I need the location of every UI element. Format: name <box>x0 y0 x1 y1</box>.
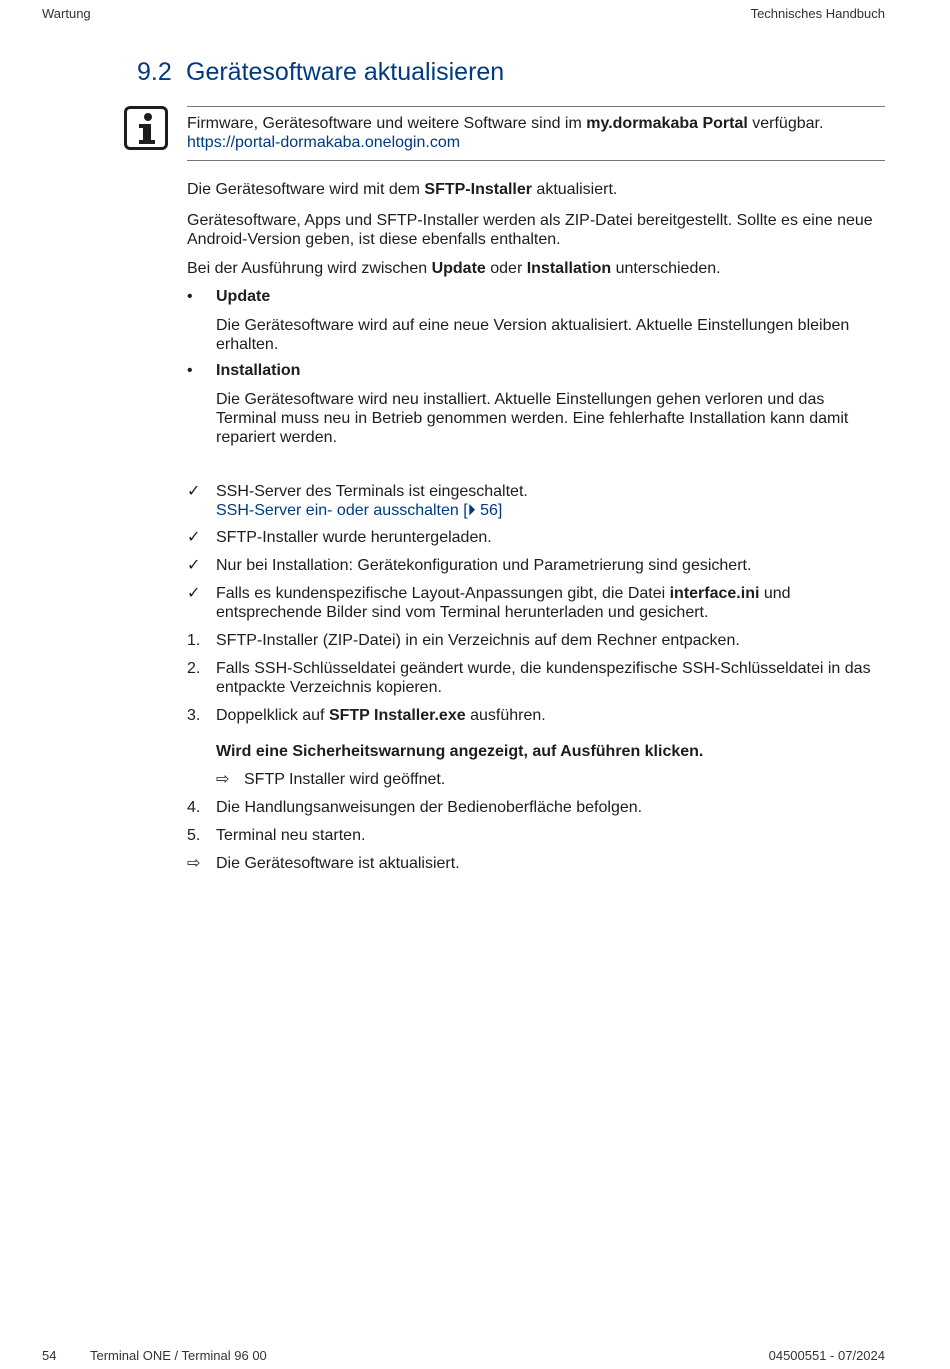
final-result: Die Gerätesoftware ist aktualisiert. <box>216 855 460 872</box>
prerequisite-item: SFTP-Installer wurde heruntergeladen. <box>216 529 492 546</box>
bullet-text: Die Gerätesoftware wird neu installiert. Aktuelle Einstellungen gehen verloren und das Terminal muss neu in Betrieb genommen werden. Eine fehlerhafte Installation kann damit repariert werden. <box>216 391 849 446</box>
note-text: Firmware, Gerätesoftware und weitere Software sind im <box>187 115 587 132</box>
note-portal-name: my.dormakaba Portal <box>586 115 748 132</box>
result-arrow-icon: ⇨ <box>187 855 201 872</box>
bold-term: Installation <box>526 260 612 277</box>
running-header-doc-type: Technisches Handbuch <box>750 6 885 21</box>
intro-paragraph-1 <box>187 180 885 199</box>
bold-term: Update <box>431 260 486 277</box>
section-title <box>137 58 504 87</box>
bullet-text: Die Gerätesoftware wird auf eine neue Version aktualisiert. Aktuelle Einstellungen bleiben erhalten. <box>216 317 850 353</box>
bullet-title <box>216 287 885 306</box>
prerequisite-item <box>216 482 885 520</box>
check-marker: ✓ <box>187 483 201 500</box>
check-marker: ✓ <box>187 529 201 546</box>
page-number: 54 <box>42 1348 57 1363</box>
bullet-title <box>216 361 885 380</box>
text-run: aktualisiert. <box>531 181 618 198</box>
step-sub-result: SFTP Installer wird geöffnet. <box>244 771 446 788</box>
intro-paragraph-3 <box>187 259 885 278</box>
portal-link[interactable]: https://portal-dormakaba.onelogin.com <box>187 134 461 151</box>
footer-doc-number: 04500551 - 07/2024 <box>768 1348 885 1363</box>
intro-paragraph-2: Gerätesoftware, Apps und SFTP-Installer werden als ZIP-Datei bereitgestellt. Sollte es eine neue Android-Version geben, ist diese ebenfalls enthalten. <box>187 212 873 248</box>
check-marker: ✓ <box>187 585 201 602</box>
note-text-end: verfügbar. <box>747 115 824 132</box>
step-number: 1. <box>187 632 201 649</box>
footer-product: Terminal ONE / Terminal 96 00 <box>90 1348 267 1363</box>
text-run: Die Gerätesoftware wird mit dem <box>187 181 425 198</box>
prerequisite-text: SSH-Server des Terminals ist eingeschaltet. <box>216 483 528 500</box>
step-number: 5. <box>187 827 201 844</box>
bullet-title-text: Update <box>216 288 271 305</box>
prerequisite-item <box>216 584 885 622</box>
bold-instruction: Wird eine Sicherheitswarnung angezeigt, auf Ausführen klicken. <box>216 743 704 760</box>
step-number: 2. <box>187 660 201 677</box>
step-text: SFTP-Installer (ZIP-Datei) in ein Verzeichnis auf dem Rechner entpacken. <box>216 632 740 649</box>
step-number: 4. <box>187 799 201 816</box>
note-top-rule <box>187 106 885 107</box>
prerequisite-item: Nur bei Installation: Gerätekonfiguration und Parametrierung sind gesichert. <box>216 557 752 574</box>
bold-term: interface.ini <box>669 585 760 602</box>
section-title-text: Gerätesoftware aktualisieren <box>186 58 505 86</box>
ssh-server-link[interactable]: SSH-Server ein- oder ausschalten [⏵ 56] <box>216 502 503 519</box>
step-text: Falls SSH-Schlüsseldatei geändert wurde, die kundenspezifische SSH-Schlüsseldatei in das entpackte Verzeichnis kopieren. <box>216 660 871 696</box>
note-bottom-rule <box>187 160 885 161</box>
text-run: Doppelklick auf <box>216 707 329 724</box>
bullet-title-text: Installation <box>216 362 301 379</box>
bullet-marker: • <box>187 362 193 379</box>
step-text: Terminal neu starten. <box>216 827 366 844</box>
text-run: unterschieden. <box>611 260 721 277</box>
text-run: Bei der Ausführung wird zwischen <box>187 260 432 277</box>
info-note <box>187 114 885 152</box>
text-run: Falls es kundenspezifische Layout-Anpassungen gibt, die Datei <box>216 585 670 602</box>
step-number: 3. <box>187 707 201 724</box>
text-run: und entsprechende Bilder sind vom Terminal herunterladen und gesichert. <box>216 585 791 621</box>
text-run: ausführen. <box>465 707 546 724</box>
step-text: Die Handlungsanweisungen der Bedienoberfläche befolgen. <box>216 799 643 816</box>
running-header-chapter: Wartung <box>42 6 91 21</box>
step-sub-instruction <box>216 742 885 761</box>
bold-term: SFTP Installer.exe <box>328 707 466 724</box>
info-icon <box>124 106 168 150</box>
bullet-marker: • <box>187 288 193 305</box>
check-marker: ✓ <box>187 557 201 574</box>
result-arrow-icon: ⇨ <box>216 771 230 788</box>
bold-term: SFTP-Installer <box>424 181 532 198</box>
text-run: oder <box>485 260 527 277</box>
step-text <box>216 706 885 725</box>
section-number: 9.2 <box>137 58 172 86</box>
